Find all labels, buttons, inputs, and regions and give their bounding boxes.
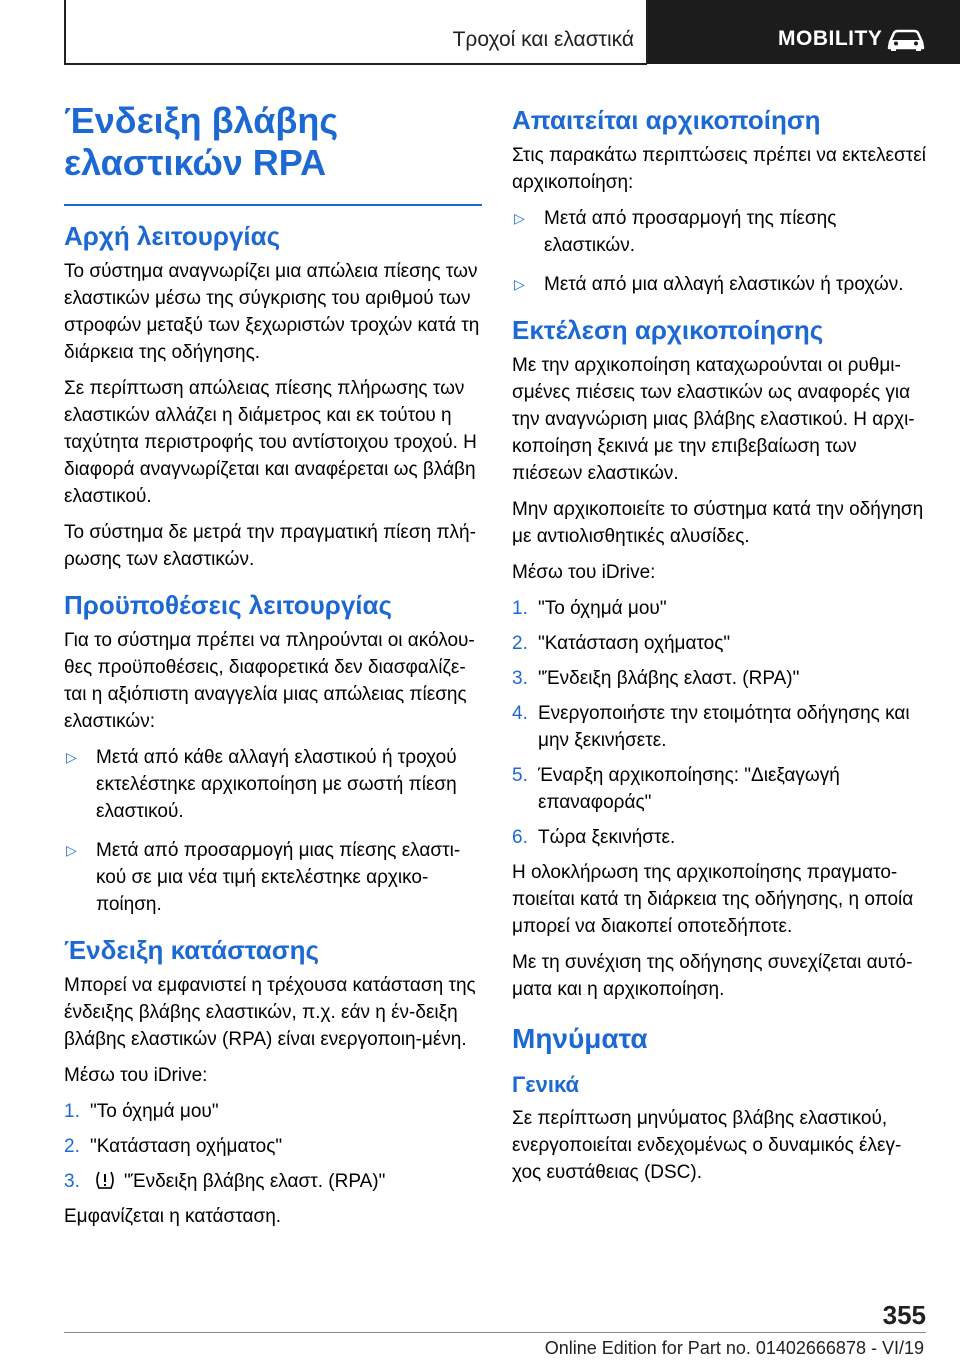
step-item — [64, 1098, 482, 1125]
edition-note: Online Edition for Part no. 01402666878 - VI/19 — [544, 1338, 924, 1358]
heading-init-required: Απαιτείται αρχικοποίηση — [512, 105, 821, 135]
subheading-general: Γενικά — [512, 1072, 580, 1097]
step-number: 5. — [512, 765, 528, 786]
paragraph: Σε περίπτωση απώλειας πίεσης πλήρωσης των ελαστικών αλλάζει η διάμετρος και εκ τούτου η ταχύτητα περιστροφής του αντίστοιχου τροχού. Η διαφορά αναγνωρίζεται και αναφέρεται ως βλάβη ελαστικού. — [64, 378, 477, 507]
step-text: "Ένδειξη βλάβης ελαστ. (RPA)" — [124, 1171, 386, 1192]
paragraph: Το σύστημα δε μετρά την πραγματική πίεση πλή-ρωσης των ελαστικών. — [64, 522, 476, 570]
paragraph: Η ολοκλήρωση της αρχικοποίησης πραγματο-ποιείται κατά τη διάρκεια της οδήγησης, η οποία μπορεί να διακοπεί οποτεδήποτε. — [512, 862, 914, 937]
tire-warning-icon — [94, 1169, 116, 1191]
paragraph: Μέσω του iDrive: — [512, 562, 656, 583]
paragraph: Το σύστημα αναγνωρίζει μια απώλεια πίεσης των ελαστικών μέσω της σύγκρισης του αριθμού των στροφών μεταξύ των ξεχωριστών τροχών κατά τη διάρκεια της οδήγησης. — [64, 261, 480, 363]
car-icon — [886, 28, 926, 52]
list-item-text: Μετά από προσαρμογή μιας πίεσης ελαστι-κού σε μια νέα τιμή εκτελέστηκε αρχικο-ποίηση. — [96, 840, 461, 915]
step-text: "Το όχημά μου" — [538, 598, 667, 619]
step-item — [512, 630, 930, 657]
step-item — [512, 762, 930, 816]
page-footer — [0, 1290, 960, 1362]
heading-prerequisites: Προϋποθέσεις λειτουργίας — [64, 590, 393, 620]
step-number: 1. — [512, 598, 528, 619]
step-item — [512, 595, 930, 622]
step-item — [512, 824, 930, 851]
step-text: Ενεργοποιήστε την ετοιμότητα οδήγησης και μην ξεκινήσετε. — [538, 703, 910, 751]
paragraph: Με την αρχικοποίηση καταχωρούνται οι ρυθμι-σμένες πιέσεις των ελαστικών ως αναφορές για την αναγνώριση μιας βλάβης ελαστικού. Η αρχι-κοποίηση ξεκινά με την επιβεβαίωση των πιέσεων ελαστικών. — [512, 355, 915, 484]
page-header — [0, 0, 960, 66]
step-number: 4. — [512, 703, 528, 724]
title-rule — [64, 204, 482, 206]
step-number: 3. — [512, 668, 528, 689]
step-number: 3. — [64, 1171, 80, 1192]
list-item — [64, 744, 482, 825]
list-item-text: Μετά από προσαρμογή της πίεσης ελαστικών. — [544, 208, 837, 256]
triangle-bullet-icon: ▷ — [514, 276, 525, 292]
heading-messages: Μηνύματα — [512, 1023, 648, 1054]
step-text: "Το όχημά μου" — [90, 1101, 219, 1122]
step-number: 2. — [512, 633, 528, 654]
page-title: Ένδειξη βλάβης ελαστικών RPA — [64, 100, 339, 183]
step-text-wrap — [90, 1168, 482, 1195]
step-number: 2. — [64, 1136, 80, 1157]
step-text: "Ένδειξη βλάβης ελαστ. (RPA)" — [538, 668, 800, 689]
paragraph: Μέσω του iDrive: — [64, 1065, 208, 1086]
section-title: Τροχοί και ελαστικά — [452, 28, 634, 51]
heading-perform-init: Εκτέλεση αρχικοποίησης — [512, 315, 824, 345]
paragraph: Σε περίπτωση μηνύματος βλάβης ελαστικού, ενεργοποιείται ενδεχομένως ο δυναμικός έλεγ-χος ευστάθειας (DSC). — [512, 1108, 902, 1183]
list-item-text: Μετά από κάθε αλλαγή ελαστικού ή τροχού εκτελέστηκε αρχικοποίηση με σωστή πίεση ελαστικού. — [96, 747, 457, 822]
footer-rule — [64, 1332, 926, 1333]
chapter-label: MOBILITY — [778, 27, 883, 50]
paragraph: Για το σύστημα πρέπει να πληρούνται οι ακόλου-θες προϋποθέσεις, διαφορετικά δεν διασφαλίζε-ται η αξιόπιστη αναγγελία μιας απώλειας πίεσης ελαστικών: — [64, 630, 475, 732]
triangle-bullet-icon: ▷ — [66, 749, 77, 765]
header-divider-left — [64, 0, 66, 64]
triangle-bullet-icon: ▷ — [66, 842, 77, 858]
list-item — [512, 271, 930, 298]
paragraph: Εμφανίζεται η κατάσταση. — [64, 1206, 282, 1227]
left-column — [64, 100, 482, 1239]
heading-status-display: Ένδειξη κατάστασης — [64, 935, 319, 965]
heading-principle: Αρχή λειτουργίας — [64, 221, 281, 251]
paragraph: Στις παρακάτω περιπτώσεις πρέπει να εκτελεστεί αρχικοποίηση: — [512, 145, 926, 193]
step-text: Τώρα ξεκινήστε. — [538, 827, 676, 848]
page-number: 355 — [882, 1300, 926, 1330]
step-text: "Κατάσταση οχήματος" — [538, 633, 731, 654]
step-item — [512, 700, 930, 754]
right-column — [512, 100, 930, 1195]
header-divider-bottom — [64, 63, 647, 65]
paragraph: Με τη συνέχιση της οδήγησης συνεχίζεται αυτό-ματα και η αρχικοποίηση. — [512, 952, 913, 1000]
list-item — [512, 205, 930, 259]
list-item-text: Μετά από μια αλλαγή ελαστικών ή τροχών. — [544, 274, 904, 295]
step-number: 1. — [64, 1101, 80, 1122]
paragraph: Μπορεί να εμφανιστεί η τρέχουσα κατάσταση της ένδειξης βλάβης ελαστικών, π.χ. εάν η έν-δειξη βλάβης ελαστικών (RPA) είναι ενεργοποιη-μένη. — [64, 975, 476, 1050]
triangle-bullet-icon: ▷ — [514, 210, 525, 226]
step-text: Έναρξη αρχικοποίησης: "Διεξαγωγή επαναφοράς" — [538, 765, 840, 813]
step-item — [64, 1168, 482, 1195]
list-item — [64, 837, 482, 918]
step-item — [512, 665, 930, 692]
step-item — [64, 1133, 482, 1160]
paragraph: Μην αρχικοποιείτε το σύστημα κατά την οδήγηση με αντιολισθητικές αλυσίδες. — [512, 499, 924, 547]
chapter-tab[interactable] — [648, 0, 960, 64]
step-number: 6. — [512, 827, 528, 848]
step-text: "Κατάσταση οχήματος" — [90, 1136, 283, 1157]
